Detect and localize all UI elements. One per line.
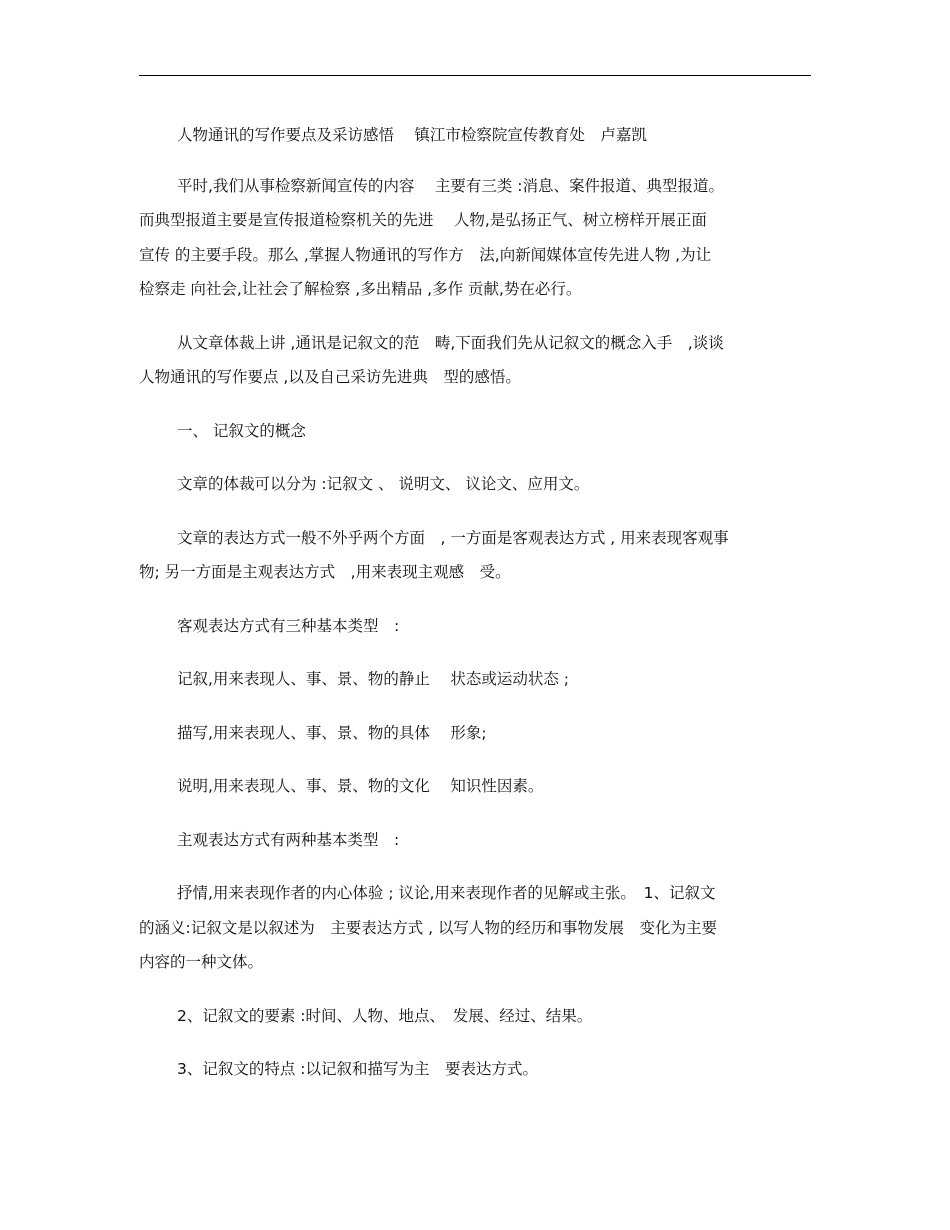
paragraph-line: 物; 另一方面是主观表达方式 ,用来表现主观感 受。 <box>139 563 511 581</box>
paragraph-line: 文章的表达方式一般不外乎两个方面 , 一方面是客观表达方式 , 用来表现客观事 <box>177 528 729 547</box>
paragraph <box>139 326 807 395</box>
paragraph-line: 记叙,用来表现人、事、景、物的静止 状态或运动状态 ; <box>177 670 570 688</box>
paragraph-line: 描写,用来表现人、事、景、物的具体 形象; <box>177 723 487 742</box>
paragraph <box>139 662 807 697</box>
paragraph-line: 内容的一种文体。 <box>139 953 264 971</box>
paragraph-line: 人物通讯的写作要点及采访感悟 镇江市检察院宣传教育处 卢嘉凯 <box>177 126 647 144</box>
paragraph <box>139 716 807 751</box>
paragraph <box>139 823 807 858</box>
paragraph-line: 主观表达方式有两种基本类型 : <box>177 830 400 849</box>
paragraph <box>139 876 807 980</box>
paragraph <box>139 609 807 644</box>
paragraph-line: 2、记叙文的要素 :时间、人物、地点、 发展、经过、结果。 <box>177 1006 593 1025</box>
paragraph-line: 从文章体裁上讲 ,通讯是记叙文的范 畴,下面我们先从记叙文的概念入手 ,谈谈 <box>177 333 724 352</box>
paragraph <box>139 414 807 449</box>
paragraph-line: 文章的体裁可以分为 :记叙文 、 说明文、 议论文、应用文。 <box>177 475 590 493</box>
paragraph-line: 而典型报道主要是宣传报道检察机关的先进 人物,是弘扬正气、树立榜样开展正面 <box>139 211 707 229</box>
paragraph <box>139 467 807 502</box>
paragraph <box>139 1052 807 1087</box>
paragraph-line: 说明,用来表现人、事、景、物的文化 知识性因素。 <box>177 777 544 795</box>
paragraph-line: 客观表达方式有三种基本类型 : <box>177 616 400 635</box>
paragraph <box>139 769 807 804</box>
paragraph-line: 一、 记叙文的概念 <box>177 421 306 440</box>
document-title <box>139 118 807 153</box>
paragraph-line: 检察走 向社会,让社会了解检察 ,多出精品 ,多作 贡献,势在必行。 <box>139 280 582 298</box>
paragraph-line: 抒情,用来表现作者的内心体验 ; 议论,用来表现作者的见解或主张。 1、记叙文 <box>177 884 716 902</box>
header-rule <box>139 75 811 76</box>
paragraph <box>139 999 807 1034</box>
paragraph-line: 3、记叙文的特点 :以记叙和描写为主 要表达方式。 <box>177 1060 539 1078</box>
paragraph <box>139 521 807 590</box>
paragraph-line: 平时,我们从事检察新闻宣传的内容 主要有三类 :消息、案件报道、典型报道。 <box>177 176 725 195</box>
paragraph-line: 宣传 的主要手段。那么 ,掌握人物通讯的写作方 法,向新闻媒体宣传先进人物 ,为让 <box>139 245 712 264</box>
paragraph <box>139 169 807 307</box>
document-body <box>139 118 807 1106</box>
paragraph-line: 人物通讯的写作要点 ,以及自己采访先进典 型的感悟。 <box>139 368 521 386</box>
paragraph-line: 的涵义:记叙文是以叙述为 主要表达方式 , 以写人物的经历和事物发展 变化为主要 <box>139 918 718 937</box>
